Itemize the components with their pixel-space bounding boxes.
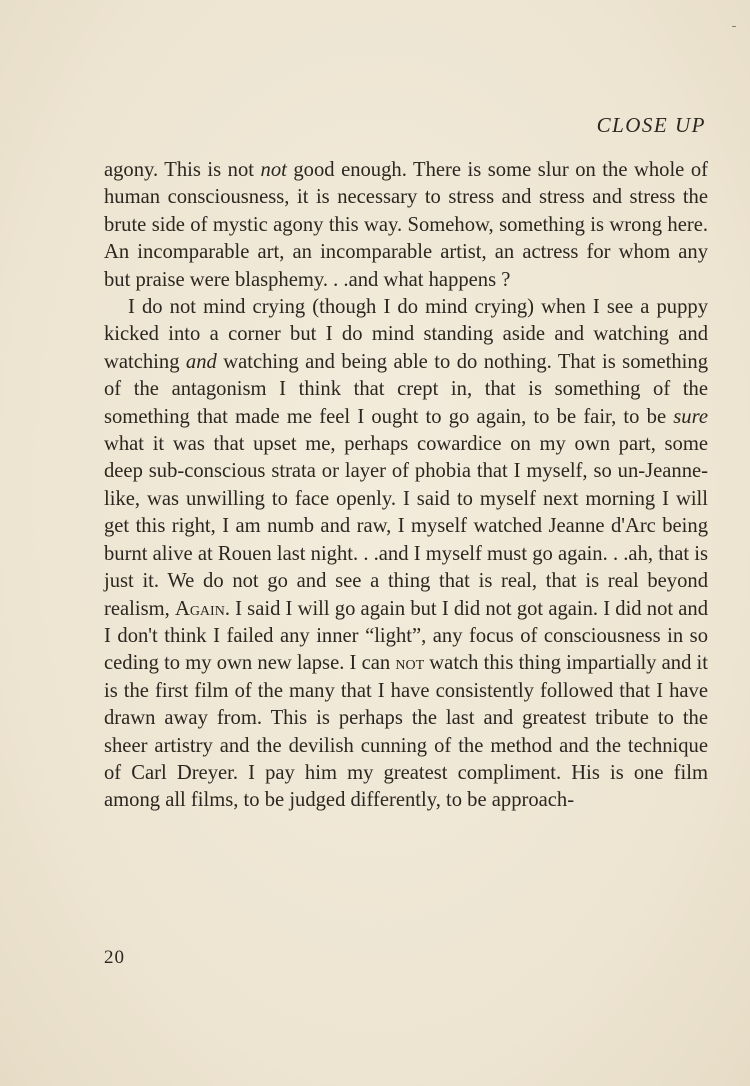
text-run: . I said I will go again but I did not got again. I did not and I don't think I failed any inner “light”, any focus of consciousness in so ceding to my own new lapse. I can bbox=[104, 597, 708, 675]
running-head: CLOSE UP bbox=[596, 113, 706, 137]
emphasis: not bbox=[260, 159, 287, 181]
text-run: watch this thing impartially and it is the first film of the many that I have consistently followed that I have drawn away from. This is perhaps the last and greatest tribute to the sheer artistry and the devilish cunning of the method and the technique of Carl Dreyer. I pay him my greatest compliment. His is one film among all films, to be judged differently, to be approach- bbox=[104, 652, 708, 812]
paragraph bbox=[104, 294, 708, 815]
emphasis: sure bbox=[673, 405, 708, 428]
text-run: agony. This is not bbox=[104, 159, 261, 181]
emphasis: and bbox=[185, 350, 217, 373]
paragraph bbox=[104, 157, 708, 294]
page-number: 20 bbox=[104, 947, 125, 968]
text-run: I do not mind crying (though I do mind crying) when I see a puppy kicked into a corner but I do mind standing aside and watching and watching bbox=[104, 296, 708, 373]
text-run: watching and being able to do nothing. That is something of the antagonism I think that crept in, that is something of the something that made me feel I ought to go again, to be fair, to be bbox=[104, 350, 708, 428]
text-run: good enough. There is some slur on the whole of human consciousness, it is necessary to stress and stress and stress the brute side of mystic agony this way. Somehow, something is wrong here. An incomparable art, an incomparable artist, an actress for whom any but praise were blasphemy. . .and what happens ? bbox=[104, 159, 708, 291]
paper-speck bbox=[732, 26, 736, 27]
text-run: what it was that upset me, perhaps cowardice on my own part, some deep sub-conscious strata or layer of phobia that I myself, so un-Jeanne-like, was unwilling to face openly. I said to myself next morning I will get this right, I am numb and raw, I myself watched Jeanne d'Arc being burnt alive at Rouen last night. . .and I myself must go again. . .ah, that is just it. We do not go and see a thing that is real, that is real beyond realism, bbox=[104, 433, 708, 620]
small-caps: not bbox=[395, 652, 425, 675]
small-caps: Again bbox=[174, 597, 225, 620]
body-text bbox=[104, 157, 708, 815]
